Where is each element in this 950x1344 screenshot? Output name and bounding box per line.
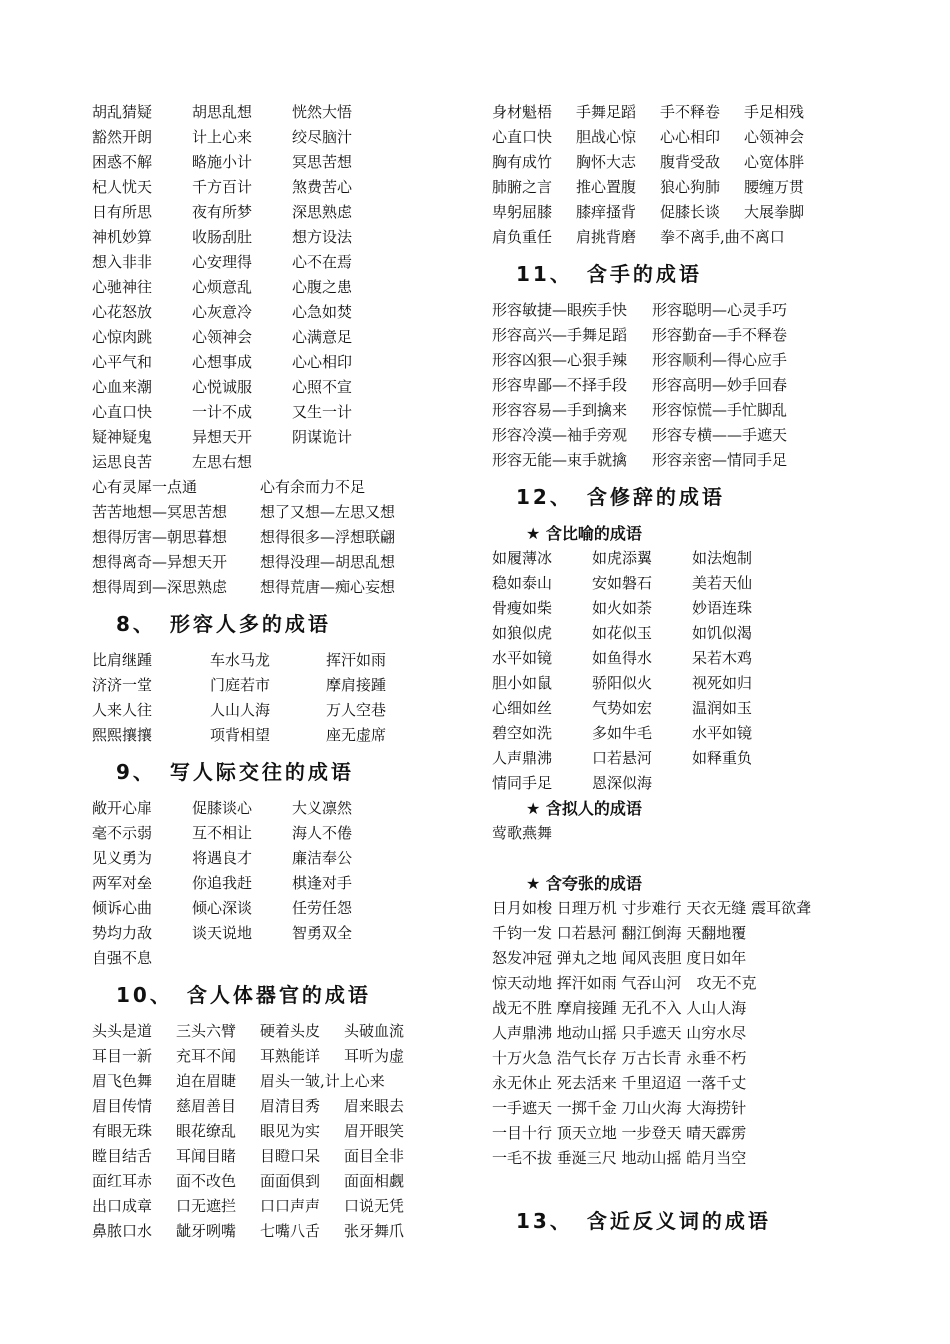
idiom: 深思熟虑 xyxy=(292,203,353,221)
idiom: 将遇良才 xyxy=(192,849,253,867)
idiom: 眉清目秀 xyxy=(260,1097,321,1115)
idiom-row xyxy=(92,325,422,350)
idiom-row xyxy=(492,696,922,721)
idiom-row xyxy=(92,698,422,723)
idiom: 形容惊慌—手忙脚乱 xyxy=(652,401,788,419)
idiom: 如鱼得水 xyxy=(592,649,653,667)
idiom: 心悦诚服 xyxy=(192,378,253,396)
idiom-row xyxy=(92,846,422,871)
section-title: 含人体器官的成语 xyxy=(186,983,371,1007)
idiom: 口说无凭 xyxy=(344,1197,405,1215)
idiom-row: 一手遮天 一掷千金 刀山火海 大海捞针 xyxy=(492,1099,747,1117)
idiom-row xyxy=(92,921,422,946)
idiom-row xyxy=(492,225,922,250)
idiom-row xyxy=(92,1194,422,1219)
idiom-row xyxy=(492,646,922,671)
section-number: 10、 xyxy=(116,983,173,1007)
idiom: 棋逢对手 xyxy=(292,874,353,892)
idiom-row xyxy=(92,946,422,971)
idiom: 眉头一皱,计上心来 xyxy=(260,1072,385,1090)
idiom-row xyxy=(92,225,422,250)
idiom-row xyxy=(92,796,422,821)
idiom: 倾诉心曲 xyxy=(92,899,153,917)
idiom: 千方百计 xyxy=(192,178,253,196)
idiom: 心宽体胖 xyxy=(744,153,805,171)
idiom-row xyxy=(92,1044,422,1069)
idiom: 想得厉害—朝思暮想 xyxy=(92,528,228,546)
idiom-row xyxy=(92,821,422,846)
section-heading xyxy=(492,250,922,298)
subsection-heading: ★ 含夸张的成语 xyxy=(526,874,642,893)
idiom: 眼见为实 xyxy=(260,1122,321,1140)
idiom-row xyxy=(492,323,922,348)
idiom-row xyxy=(92,200,422,225)
idiom-row: 日月如梭 日理万机 寸步难行 天衣无缝 震耳欲聋 xyxy=(492,899,812,917)
idiom: 神机妙算 xyxy=(92,228,153,246)
section-heading xyxy=(492,1197,922,1245)
idiom: 心直口快 xyxy=(92,403,153,421)
idiom-row xyxy=(492,423,922,448)
idiom-row xyxy=(492,150,922,175)
idiom: 形容专横——手遮天 xyxy=(652,426,788,444)
idiom-row xyxy=(492,621,922,646)
idiom: 面不改色 xyxy=(176,1172,237,1190)
idiom: 如狼似虎 xyxy=(492,624,553,642)
idiom: 车水马龙 xyxy=(210,651,271,669)
idiom: 形容高明—妙手回春 xyxy=(652,376,788,394)
section-title: 含近反义词的成语 xyxy=(586,1209,771,1233)
idiom: 绞尽脑汁 xyxy=(292,128,353,146)
idiom: 异想天开 xyxy=(192,428,253,446)
idiom: 心有灵犀一点通 xyxy=(92,478,198,496)
idiom: 形容顺利—得心应手 xyxy=(652,351,788,369)
idiom: 任劳任怨 xyxy=(292,899,353,917)
idiom-row xyxy=(492,596,922,621)
idiom-row xyxy=(92,1069,422,1094)
idiom: 苦苦地想—冥思苦想 xyxy=(92,503,228,521)
idiom-row xyxy=(92,125,422,150)
subsection-heading: ★ 含拟人的成语 xyxy=(526,799,642,818)
idiom: 心灰意冷 xyxy=(192,303,253,321)
idiom-row: 惊天动地 挥汗如雨 气吞山河 攻无不克 xyxy=(492,974,757,992)
idiom-row: 千钧一发 口若悬河 翻江倒海 天翻地覆 xyxy=(492,924,747,942)
idiom-row xyxy=(492,571,922,596)
idiom: 心惊肉跳 xyxy=(92,328,153,346)
idiom: 想入非非 xyxy=(92,253,153,271)
idiom: 呆若木鸡 xyxy=(692,649,753,667)
idiom-row xyxy=(92,1219,422,1244)
idiom: 面目全非 xyxy=(344,1147,405,1165)
idiom: 如释重负 xyxy=(692,749,753,767)
idiom: 形容凶狠—心狠手辣 xyxy=(492,351,628,369)
idiom: 身材魁梧 xyxy=(492,103,553,121)
idiom: 挥汗如雨 xyxy=(326,651,387,669)
idiom-row xyxy=(92,375,422,400)
idiom: 日有所思 xyxy=(92,203,153,221)
idiom: 张牙舞爪 xyxy=(344,1222,405,1240)
idiom-row xyxy=(92,300,422,325)
idiom: 又生一计 xyxy=(292,403,353,421)
idiom: 两军对垒 xyxy=(92,874,153,892)
idiom: 龇牙咧嘴 xyxy=(176,1222,237,1240)
idiom: 慈眉善目 xyxy=(176,1097,237,1115)
idiom: 比肩继踵 xyxy=(92,651,153,669)
idiom-row: 战无不胜 摩肩接踵 无孔不入 人山人海 xyxy=(492,999,747,1017)
idiom-row xyxy=(492,125,922,150)
idiom: 手足相残 xyxy=(744,103,805,121)
idiom: 想了又想—左思又想 xyxy=(260,503,396,521)
subsection-heading: ★ 含比喻的成语 xyxy=(526,524,642,543)
right-column xyxy=(492,100,922,1245)
idiom: 形容高兴—手舞足蹈 xyxy=(492,326,628,344)
idiom-row xyxy=(92,400,422,425)
idiom-row xyxy=(92,723,422,748)
idiom: 膝痒搔背 xyxy=(576,203,637,221)
idiom: 大义凛然 xyxy=(292,799,353,817)
idiom: 想得周到—深思熟虑 xyxy=(92,578,228,596)
idiom: 腰缠万贯 xyxy=(744,178,805,196)
idiom: 形容勤奋—手不释卷 xyxy=(652,326,788,344)
section-number: 11、 xyxy=(516,262,573,286)
idiom-row xyxy=(492,373,922,398)
idiom: 你追我赶 xyxy=(192,874,253,892)
idiom-row xyxy=(492,448,922,473)
idiom: 目瞪口呆 xyxy=(260,1147,321,1165)
idiom: 口口声声 xyxy=(260,1197,321,1215)
section-number: 9、 xyxy=(116,760,156,784)
idiom: 胡乱猜疑 xyxy=(92,103,153,121)
idiom: 想得离奇—异想天开 xyxy=(92,553,228,571)
idiom: 如饥似渴 xyxy=(692,624,753,642)
idiom: 智勇双全 xyxy=(292,924,353,942)
idiom: 骨瘦如柴 xyxy=(492,599,553,617)
idiom: 促膝谈心 xyxy=(192,799,253,817)
idiom: 想得荒唐—痴心妄想 xyxy=(260,578,396,596)
idiom-row xyxy=(92,475,422,500)
idiom: 杞人忧天 xyxy=(92,178,153,196)
idiom: 拳不离手,曲不离口 xyxy=(660,228,785,246)
idiom-row xyxy=(92,673,422,698)
idiom: 想得很多—浮想联翩 xyxy=(260,528,396,546)
idiom: 稳如泰山 xyxy=(492,574,553,592)
idiom-row xyxy=(92,896,422,921)
idiom-row xyxy=(492,671,922,696)
idiom: 煞费苦心 xyxy=(292,178,353,196)
idiom: 硬着头皮 xyxy=(260,1022,321,1040)
idiom: 海人不倦 xyxy=(292,824,353,842)
idiom: 心心相印 xyxy=(660,128,721,146)
idiom: 人山人海 xyxy=(210,701,271,719)
idiom: 七嘴八舌 xyxy=(260,1222,321,1240)
idiom: 情同手足 xyxy=(492,774,553,792)
idiom: 一计不成 xyxy=(192,403,253,421)
idiom: 座无虚席 xyxy=(326,726,387,744)
idiom: 胆战心惊 xyxy=(576,128,637,146)
idiom: 夜有所梦 xyxy=(192,203,253,221)
idiom: 左思右想 xyxy=(192,453,253,471)
idiom: 视死如归 xyxy=(692,674,753,692)
idiom-row xyxy=(92,871,422,896)
idiom-row xyxy=(492,100,922,125)
idiom-row xyxy=(92,1019,422,1044)
idiom: 碧空如洗 xyxy=(492,724,553,742)
idiom: 心领神会 xyxy=(192,328,253,346)
idiom: 见义勇为 xyxy=(92,849,153,867)
idiom: 胸怀大志 xyxy=(576,153,637,171)
idiom-row xyxy=(492,298,922,323)
idiom-row xyxy=(92,250,422,275)
idiom-row xyxy=(92,150,422,175)
idiom-row xyxy=(92,450,422,475)
idiom: 如虎添翼 xyxy=(592,549,653,567)
idiom: 眉来眼去 xyxy=(344,1097,405,1115)
idiom: 胸有成竹 xyxy=(492,153,553,171)
idiom: 骄阳似火 xyxy=(592,674,653,692)
idiom: 人声鼎沸 xyxy=(492,749,553,767)
idiom: 形容敏捷—眼疾手快 xyxy=(492,301,628,319)
idiom: 势均力敌 xyxy=(92,924,153,942)
idiom: 毫不示弱 xyxy=(92,824,153,842)
idiom: 眉开眼笑 xyxy=(344,1122,405,1140)
idiom: 温润如玉 xyxy=(692,699,753,717)
idiom: 有眼无珠 xyxy=(92,1122,153,1140)
idiom: 项背相望 xyxy=(210,726,271,744)
idiom: 倾心深谈 xyxy=(192,899,253,917)
idiom-row xyxy=(92,275,422,300)
idiom: 瞠目结舌 xyxy=(92,1147,153,1165)
section-title: 含修辞的成语 xyxy=(586,485,725,509)
idiom: 形容聪明—心灵手巧 xyxy=(652,301,788,319)
idiom-row: 一毛不拔 垂涎三尺 地动山摇 皓月当空 xyxy=(492,1149,747,1167)
section-title: 含手的成语 xyxy=(586,262,702,286)
idiom: 头破血流 xyxy=(344,1022,405,1040)
idiom: 面面相觑 xyxy=(344,1172,405,1190)
idiom: 疑神疑鬼 xyxy=(92,428,153,446)
idiom: 心血来潮 xyxy=(92,378,153,396)
idiom: 多如牛毛 xyxy=(592,724,653,742)
idiom: 形容亲密—情同手足 xyxy=(652,451,788,469)
idiom: 推心置腹 xyxy=(576,178,637,196)
idiom: 济济一堂 xyxy=(92,676,153,694)
idiom: 心想事成 xyxy=(192,353,253,371)
section-number: 8、 xyxy=(116,612,156,636)
idiom: 心平气和 xyxy=(92,353,153,371)
idiom: 心满意足 xyxy=(292,328,353,346)
idiom: 互不相让 xyxy=(192,824,253,842)
idiom: 妙语连珠 xyxy=(692,599,753,617)
idiom-row xyxy=(92,425,422,450)
idiom: 心直口快 xyxy=(492,128,553,146)
idiom: 形容容易—手到擒来 xyxy=(492,401,628,419)
idiom: 耳目一新 xyxy=(92,1047,153,1065)
idiom: 心安理得 xyxy=(192,253,253,271)
idiom: 面红耳赤 xyxy=(92,1172,153,1190)
idiom-row xyxy=(92,1094,422,1119)
idiom: 口无遮拦 xyxy=(176,1197,237,1215)
idiom: 头头是道 xyxy=(92,1022,153,1040)
idiom-row xyxy=(92,1119,422,1144)
idiom: 计上心来 xyxy=(192,128,253,146)
idiom: 如火如荼 xyxy=(592,599,653,617)
idiom-row xyxy=(92,1169,422,1194)
idiom: 收肠刮肚 xyxy=(192,228,253,246)
idiom: 肩挑背磨 xyxy=(576,228,637,246)
idiom: 冥思苦想 xyxy=(292,153,353,171)
idiom: 困惑不解 xyxy=(92,153,153,171)
idiom: 莺歌燕舞 xyxy=(492,824,553,842)
idiom: 人来人往 xyxy=(92,701,153,719)
section-number: 13、 xyxy=(516,1209,573,1233)
idiom: 恩深似海 xyxy=(592,774,653,792)
idiom: 肺腑之言 xyxy=(492,178,553,196)
idiom-row: 一目十行 顶天立地 一步登天 晴天霹雳 xyxy=(492,1124,747,1142)
idiom-row xyxy=(92,1144,422,1169)
idiom: 出口成章 xyxy=(92,1197,153,1215)
idiom-row xyxy=(92,175,422,200)
idiom: 心领神会 xyxy=(744,128,805,146)
idiom: 手舞足蹈 xyxy=(576,103,637,121)
idiom-row xyxy=(492,398,922,423)
idiom-row xyxy=(92,575,422,600)
idiom: 想方设法 xyxy=(292,228,353,246)
idiom: 面面俱到 xyxy=(260,1172,321,1190)
idiom: 肩负重任 xyxy=(492,228,553,246)
idiom: 心照不宣 xyxy=(292,378,353,396)
section-title: 写人际交往的成语 xyxy=(169,760,354,784)
idiom: 形容卑鄙—不择手段 xyxy=(492,376,628,394)
idiom: 三头六臂 xyxy=(176,1022,237,1040)
idiom: 心不在焉 xyxy=(292,253,353,271)
idiom: 心烦意乱 xyxy=(192,278,253,296)
idiom: 心心相印 xyxy=(292,353,353,371)
idiom-row xyxy=(92,100,422,125)
idiom: 恍然大悟 xyxy=(292,103,353,121)
idiom: 如花似玉 xyxy=(592,624,653,642)
idiom: 气势如宏 xyxy=(592,699,653,717)
idiom: 心花怒放 xyxy=(92,303,153,321)
idiom: 水平如镜 xyxy=(492,649,553,667)
idiom: 心腹之患 xyxy=(292,278,353,296)
idiom: 如履薄冰 xyxy=(492,549,553,567)
idiom: 眉飞色舞 xyxy=(92,1072,153,1090)
idiom: 心细如丝 xyxy=(492,699,553,717)
idiom: 万人空巷 xyxy=(326,701,387,719)
idiom: 心有余而力不足 xyxy=(260,478,366,496)
idiom-row xyxy=(92,350,422,375)
idiom: 卑躬屈膝 xyxy=(492,203,553,221)
idiom-row: 怒发冲冠 弹丸之地 闻风丧胆 度日如年 xyxy=(492,949,747,967)
idiom: 大展拳脚 xyxy=(744,203,805,221)
section-heading xyxy=(92,600,422,648)
idiom-row xyxy=(492,746,922,771)
idiom: 促膝长谈 xyxy=(660,203,721,221)
idiom: 迫在眉睫 xyxy=(176,1072,237,1090)
idiom-row xyxy=(92,648,422,673)
idiom: 安如磐石 xyxy=(592,574,653,592)
idiom: 豁然开朗 xyxy=(92,128,153,146)
idiom-row xyxy=(92,500,422,525)
left-column xyxy=(92,100,422,1244)
idiom: 鼻脓口水 xyxy=(92,1222,153,1240)
idiom: 耳闻目睹 xyxy=(176,1147,237,1165)
idiom: 形容无能—束手就擒 xyxy=(492,451,628,469)
idiom-row xyxy=(92,525,422,550)
idiom: 充耳不闻 xyxy=(176,1047,237,1065)
section-heading xyxy=(92,748,422,796)
idiom-row xyxy=(92,550,422,575)
idiom: 眉目传情 xyxy=(92,1097,153,1115)
idiom: 耳听为虚 xyxy=(344,1047,405,1065)
idiom: 自强不息 xyxy=(92,949,153,967)
idiom: 形容冷漠—袖手旁观 xyxy=(492,426,628,444)
section-heading xyxy=(492,473,922,521)
idiom-row xyxy=(492,200,922,225)
idiom: 阴谋诡计 xyxy=(292,428,353,446)
idiom-row xyxy=(492,546,922,571)
idiom: 腹背受敌 xyxy=(660,153,721,171)
idiom: 美若天仙 xyxy=(692,574,753,592)
idiom: 眼花缭乱 xyxy=(176,1122,237,1140)
idiom-row xyxy=(492,348,922,373)
section-heading xyxy=(92,971,422,1019)
section-number: 12、 xyxy=(516,485,573,509)
idiom: 胆小如鼠 xyxy=(492,674,553,692)
idiom-row: 人声鼎沸 地动山摇 只手遮天 山穷水尽 xyxy=(492,1024,747,1042)
idiom: 手不释卷 xyxy=(660,103,721,121)
idiom: 耳熟能详 xyxy=(260,1047,321,1065)
idiom-row xyxy=(492,771,922,796)
idiom: 口若悬河 xyxy=(592,749,653,767)
idiom: 廉洁奉公 xyxy=(292,849,353,867)
idiom: 门庭若市 xyxy=(210,676,271,694)
idiom: 心驰神往 xyxy=(92,278,153,296)
idiom: 如法炮制 xyxy=(692,549,753,567)
idiom: 熙熙攘攘 xyxy=(92,726,153,744)
idiom: 谈天说地 xyxy=(192,924,253,942)
idiom-row: 永无休止 死去活来 千里迢迢 一落千丈 xyxy=(492,1074,747,1092)
idiom: 敞开心扉 xyxy=(92,799,153,817)
idiom: 运思良苦 xyxy=(92,453,153,471)
idiom: 水平如镜 xyxy=(692,724,753,742)
idiom-row xyxy=(492,821,922,846)
idiom-row: 十万火急 浩气长存 万古长青 永垂不朽 xyxy=(492,1049,747,1067)
idiom-row xyxy=(492,721,922,746)
idiom: 略施小计 xyxy=(192,153,253,171)
idiom: 狼心狗肺 xyxy=(660,178,721,196)
idiom-row xyxy=(492,175,922,200)
idiom: 摩肩接踵 xyxy=(326,676,387,694)
idiom: 胡思乱想 xyxy=(192,103,253,121)
section-title: 形容人多的成语 xyxy=(169,612,331,636)
idiom: 想得没理—胡思乱想 xyxy=(260,553,396,571)
idiom: 心急如焚 xyxy=(292,303,353,321)
